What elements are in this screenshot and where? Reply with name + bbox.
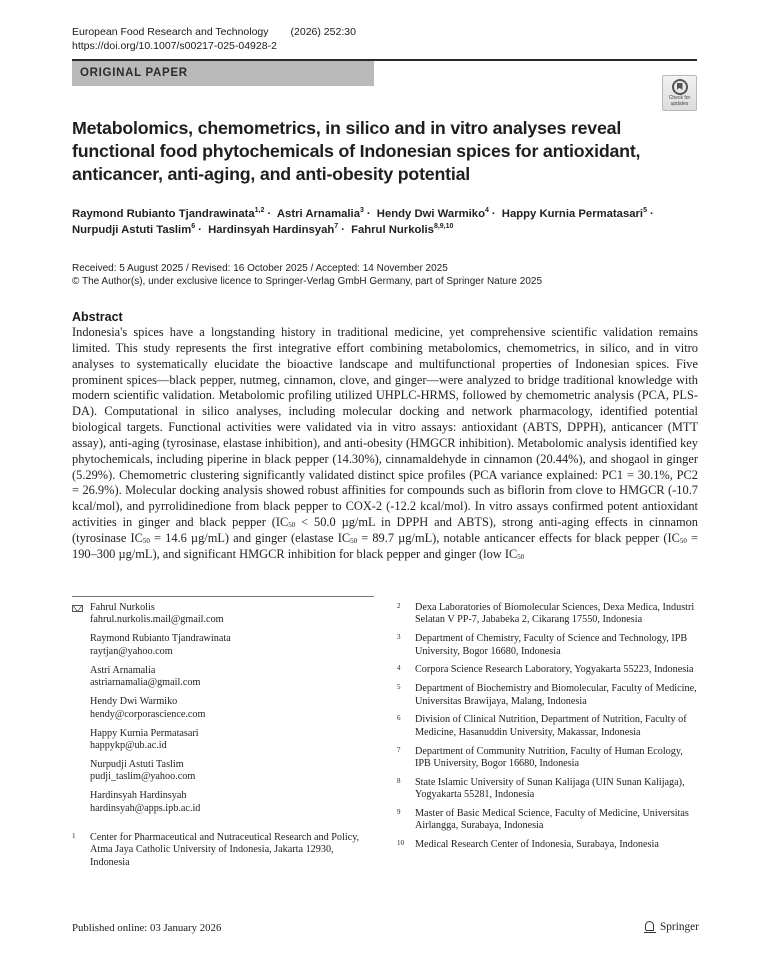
affiliation-item bbox=[397, 746, 697, 771]
author[interactable]: Astri Arnamalia$^3$ bbox=[276, 207, 364, 220]
author-contacts bbox=[72, 602, 372, 822]
contact-name: Nurpudji Astuti Taslim bbox=[90, 759, 184, 771]
affiliation-number: 2 bbox=[397, 602, 401, 610]
springer-horse-logo-icon bbox=[644, 921, 656, 933]
contact-email[interactable]: hendy@corporascience.com bbox=[90, 708, 206, 720]
affiliation-item bbox=[397, 714, 697, 739]
affiliation-item bbox=[72, 832, 372, 869]
contact-name: Hendy Dwi Warmiko bbox=[90, 696, 178, 708]
contact-email[interactable]: raytjan@yahoo.com bbox=[90, 645, 173, 657]
affiliation-number: 9 bbox=[397, 808, 401, 817]
affiliation-item bbox=[397, 683, 697, 708]
affiliation-number: 6 bbox=[397, 714, 401, 723]
history-dates: Received: 5 August 2025 / Revised: 16 October 2025 / Accepted: 14 November 2025 bbox=[72, 263, 448, 274]
affiliation-number: 10 bbox=[397, 839, 404, 848]
check-updates-label-1: Check for bbox=[668, 95, 691, 101]
affiliation-item bbox=[397, 839, 697, 851]
article-history bbox=[72, 262, 542, 288]
affiliation-number: 4 bbox=[397, 664, 401, 673]
affiliation-item bbox=[397, 777, 697, 802]
envelope-icon bbox=[72, 605, 83, 612]
contact-name: Hardinsyah Hardinsyah bbox=[90, 790, 187, 802]
contact-item bbox=[72, 602, 372, 627]
author[interactable]: Raymond Rubianto Tjandrawinata$^{1,2}$ bbox=[72, 207, 265, 220]
article-type-banner: ORIGINAL PAPER bbox=[72, 61, 374, 86]
affiliation-item bbox=[397, 602, 697, 627]
affiliation-number: 8 bbox=[397, 776, 401, 785]
author[interactable]: Nurpudji Astuti Taslim$^6$ bbox=[72, 223, 196, 236]
contact-item bbox=[72, 665, 372, 690]
check-for-updates-button[interactable] bbox=[662, 75, 697, 111]
check-for-updates-icon bbox=[672, 79, 688, 95]
publisher-logo bbox=[644, 921, 699, 933]
affiliation-item bbox=[397, 633, 697, 658]
affiliation-number: 7 bbox=[397, 745, 401, 754]
contact-item bbox=[72, 759, 372, 784]
author-list: Raymond Rubianto Tjandrawinata$^{1,2}$ · Astri Arnamalia$^3$ · Hendy Dwi Warmiko$^4$ · Happy Kurnia Permatasari$^5$ · Nurpudji Astuti Taslim$^6$ · Hardinsyah Hardinsyah$^7$ · Fahrul Nurkolis$^{8,9,10}$ bbox=[72, 207, 654, 236]
affiliation-text: Department of Chemistry, Faculty of Science and Technology, IPB University, Bogor 16680, Indonesia bbox=[415, 633, 688, 657]
affiliation-text: Department of Biochemistry and Biomolecular, Faculty of Medicine, Universitas Brawijaya, Malang, Indonesia bbox=[415, 683, 697, 707]
contact-name: Astri Arnamalia bbox=[90, 664, 156, 676]
affiliation-text: Center for Pharmaceutical and Nutraceutical Research and Policy, Atma Jaya Catholic University of Indonesia, Jakarta 12930, Indonesia bbox=[90, 832, 360, 868]
affiliations-left bbox=[72, 832, 372, 876]
affiliation-text: Medical Research Center of Indonesia, Surabaya, Indonesia bbox=[415, 839, 659, 851]
affiliation-text: Master of Basic Medical Science, Faculty of Medicine, Universitas Airlangga, Surabaya, Indonesia bbox=[415, 808, 689, 832]
abstract-body: Indonesia's spices have a longstanding history in traditional medicine, yet comprehensive scientific validation remains limited. This study represents the first integrative effort combining metabolomics, chemometrics, in silico, and in vitro analyses to systematically elucidate the bioactive landscape and multifunctional properties of Indonesian spices. Five prominent spices—black pepper, nutmeg, cinnamon, clove, and ginger—were analyzed to bridge traditional knowledge with modern scientific validation. Metabolomic profiling utilized UHPLC-HRMS, followed by chemometric analysis (PCA, PLS-DA). Computational in silico analyses, including molecular docking and network pharmacology, identified potential biological targets. Functional activities were validated via in vitro assays: antioxidant (ABTS, DPPH), anticancer (MTT assay), anti-aging (tyrosinase, elastase inhibition), and anti-obesity (HMGCR inhibition). Metabolomic analysis identified key phytochemicals, including piperine in black pepper (14.30%), cinnamaldehyde in cinnamon (20.44%), and shogaol in ginger (5.29%). Chemometric clustering significantly validated distinct spice profiles (PCA variance explained: PC1 = 30.1%, PC2 = 26.9%). Molecular docking analysis showed robust affinities for compounds such as biflorin from clove to HMGCR (-10.7 kcal/mol), and pyrrolidinedione from black pepper to COX-2 (-12.2 kcal/mol). In vitro assays confirmed potent antioxidant activities in ginger and black pepper ($IC_{50} < 50.0$ µg/mL in DPPH and ABTS), strong anti-aging effects in cinnamon (tyrosinase $IC_{50} = 14.6$ µg/mL) and ginger (elastase $IC_{50} = 89.7$ µg/mL), notable anticancer effects for black pepper ($IC_{50} = 190-300$ µg/mL), and significant HMGCR inhibition for black pepper and ginger (low $IC_{50}$ bbox=[72, 325, 699, 561]
contact-name: Raymond Rubianto Tjandrawinata bbox=[90, 633, 231, 645]
affiliation-text: Corpora Science Research Laboratory, Yogyakarta 55223, Indonesia bbox=[415, 664, 694, 676]
affiliations-right bbox=[397, 602, 697, 858]
contact-email[interactable]: astriarnamalia@gmail.com bbox=[90, 677, 201, 689]
paper-title: Metabolomics, chemometrics, in silico and in vitro analyses reveal functional food phytochemicals of Indonesian spices for antioxidant, anticancer, anti-aging, and anti-obesity potential bbox=[72, 118, 641, 184]
contact-name: Happy Kurnia Permatasari bbox=[90, 727, 199, 739]
contact-item bbox=[72, 696, 372, 721]
journal-header bbox=[72, 25, 356, 53]
author[interactable]: Fahrul Nurkolis$^{8,9,10}$ bbox=[351, 223, 454, 236]
affiliation-item bbox=[397, 664, 697, 676]
contact-item bbox=[72, 633, 372, 658]
contact-item bbox=[72, 790, 372, 815]
contact-item bbox=[72, 728, 372, 753]
affiliation-number: 5 bbox=[397, 683, 401, 692]
affiliation-text: Department of Community Nutrition, Faculty of Human Ecology, IPB University, Bogor 16680, Indonesia bbox=[415, 745, 683, 770]
published-date: Published online: 03 January 2026 bbox=[72, 922, 222, 934]
author[interactable]: Hendy Dwi Warmiko$^4$ bbox=[376, 207, 489, 220]
footnote-rule bbox=[72, 596, 374, 597]
abstract-heading: Abstract bbox=[72, 310, 123, 324]
author[interactable]: Happy Kurnia Permatasari$^5$ bbox=[501, 207, 647, 220]
affiliation-item bbox=[397, 808, 697, 833]
check-updates-label-2: updates bbox=[670, 100, 689, 107]
contact-email[interactable]: hardinsyah@apps.ipb.ac.id bbox=[90, 802, 201, 814]
affiliation-text: State Islamic University of Sunan Kalijaga (UIN Sunan Kalijaga), Yogyakarta 55281, Indonesia bbox=[415, 776, 685, 801]
publisher-name: Springer bbox=[660, 921, 699, 933]
citation: (2026) 252:30 bbox=[290, 26, 356, 38]
journal-name: European Food Research and Technology bbox=[72, 26, 269, 38]
affiliation-text: Division of Clinical Nutrition, Department of Nutrition, Faculty of Medicine, Hasanuddin University, Makassar, Indonesia bbox=[415, 714, 687, 738]
contact-email[interactable]: fahrul.nurkolis.mail@gmail.com bbox=[90, 614, 224, 626]
copyright-notice: © The Author(s), under exclusive licence to Springer-Verlag GmbH Germany, part of Springer Nature 2025 bbox=[72, 276, 542, 287]
affiliation-text: Dexa Laboratories of Biomolecular Sciences, Dexa Medica, Industri Selatan V PP-7, Jababeka 2, Cikarang 17550, Indonesia bbox=[415, 602, 695, 626]
affiliation-number: 3 bbox=[397, 633, 401, 642]
contact-email[interactable]: pudji_taslim@yahoo.com bbox=[90, 771, 196, 783]
doi-link[interactable]: https://doi.org/10.1007/s00217-025-04928-2 bbox=[72, 40, 277, 52]
author[interactable]: Hardinsyah Hardinsyah$^7$ bbox=[208, 223, 339, 236]
affiliation-number: 1 bbox=[72, 832, 76, 840]
contact-name: Fahrul Nurkolis bbox=[90, 602, 155, 613]
contact-email[interactable]: happykp@ub.ac.id bbox=[90, 740, 167, 752]
